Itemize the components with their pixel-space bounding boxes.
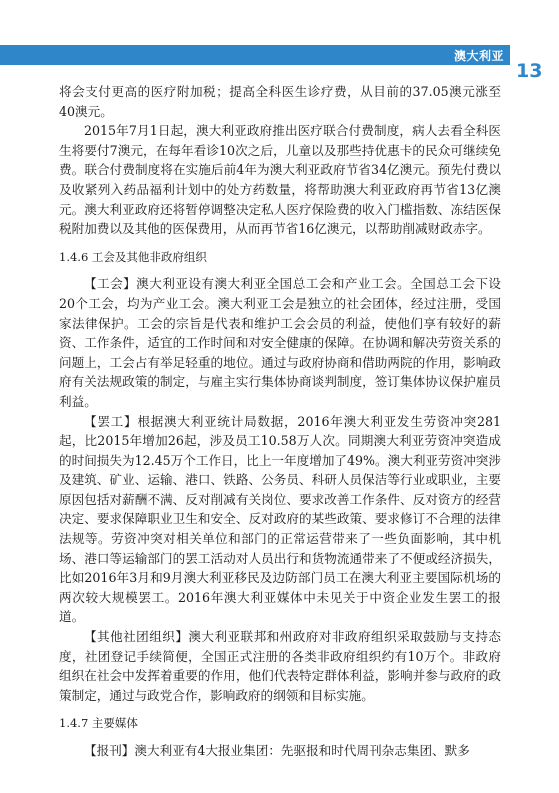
- header-country: 澳大利亚: [453, 49, 504, 63]
- page-number: 13: [516, 60, 543, 82]
- paragraph-co-payment: 2015年7月1日起，澳大利亚政府推出医疗联合付费制度，病人去看全科医生将要付7澳元，在每年看诊10次之后，儿童以及那些持优惠卡的民众可继续免费。联合付费制度将在实施后前4年为澳大利亚政府节省34亿澳元。预先付费以及收紧列入药品福利计划中的处方药数量，将帮助澳大利亚政府再节省13亿澳元。澳大利亚政府还将暂停调整决定私人医疗保险费的收入门槛指数、冻结医保税附加费以及其他的医保费用，从而再节省16亿澳元，以帮助削减财政赤字。: [59, 123, 501, 237]
- paragraph-strikes: 【罢工】根据澳大利亚统计局数据，2016年澳大利亚发生劳资冲突281起，比2015年增加26起，涉及员工10.58万人次。同期澳大利亚劳资冲突造成的时间损失为12.45万个工作日，比上一年度增加了49%。澳大利亚劳资冲突涉及建筑、矿业、运输、港口、铁路、公务员、科研人员保洁等行业或职业，主要原因包括对薪酬不满、反对削减有关岗位、要求改善工作条件、反对资方的经营决定、要求保障职业卫生和安全、反对政府的某些政策、要求修订不合理的法律法规等。劳资冲突对相关单位和部门的正常运营带来了一些负面影响，其中机场、港口等运输部门的罢工活动对人员出行和货物流通带来了不便或经济损失，比如2016年3月和9月澳大利亚移民及边防部门员工在澳大利亚主要国际机场的两次较大规模罢工。2016年澳大利亚媒体中未见关于中资企业发生罢工的报道。: [59, 413, 501, 625]
- page-body: [59, 82, 501, 761]
- paragraph-unions: 【工会】澳大利亚设有澳大利亚全国总工会和产业工会。全国总工会下设20个工会，均为产业工会。澳大利亚工会是独立的社会团体，经过注册，受国家法律保护。工会的宗旨是代表和维护工会会员的利益，使他们享有较好的薪资、工作条件，适宜的工作时间和对安全健康的保障。在协调和解决劳资关系的问题上，工会占有举足轻重的地位。通过与政府协商和借助两院的作用，影响政府有关法规政策的制定，与雇主实行集体协商谈判制度，签订集体协议保护雇员利益。: [59, 276, 501, 409]
- section-heading-unions: 1.4.6 工会及其他非政府组织: [59, 249, 207, 264]
- paragraph-medicare-continued: 将会支付更高的医疗附加税；提高全科医生诊疗费，从目前的37.05澳元涨至40澳元。: [59, 84, 501, 119]
- section-heading-media: 1.4.7 主要媒体: [59, 716, 138, 731]
- paragraph-newspapers: 【报刊】澳大利亚有4大报业集团：先驱报和时代周刊杂志集团、默多: [84, 743, 470, 758]
- paragraph-other-organizations: 【其他社团组织】澳大利亚联邦和州政府对非政府组织采取鼓励与支持态度，社团登记手续简便，全国正式注册的各类非政府组织约有10万个。非政府组织在社会中发挥着重要的作用，他们代表特定群体利益，影响并参与政府的政策制定，通过与政党合作，影响政府的纲领和目标实施。: [59, 629, 501, 703]
- header-bar: [0, 45, 510, 65]
